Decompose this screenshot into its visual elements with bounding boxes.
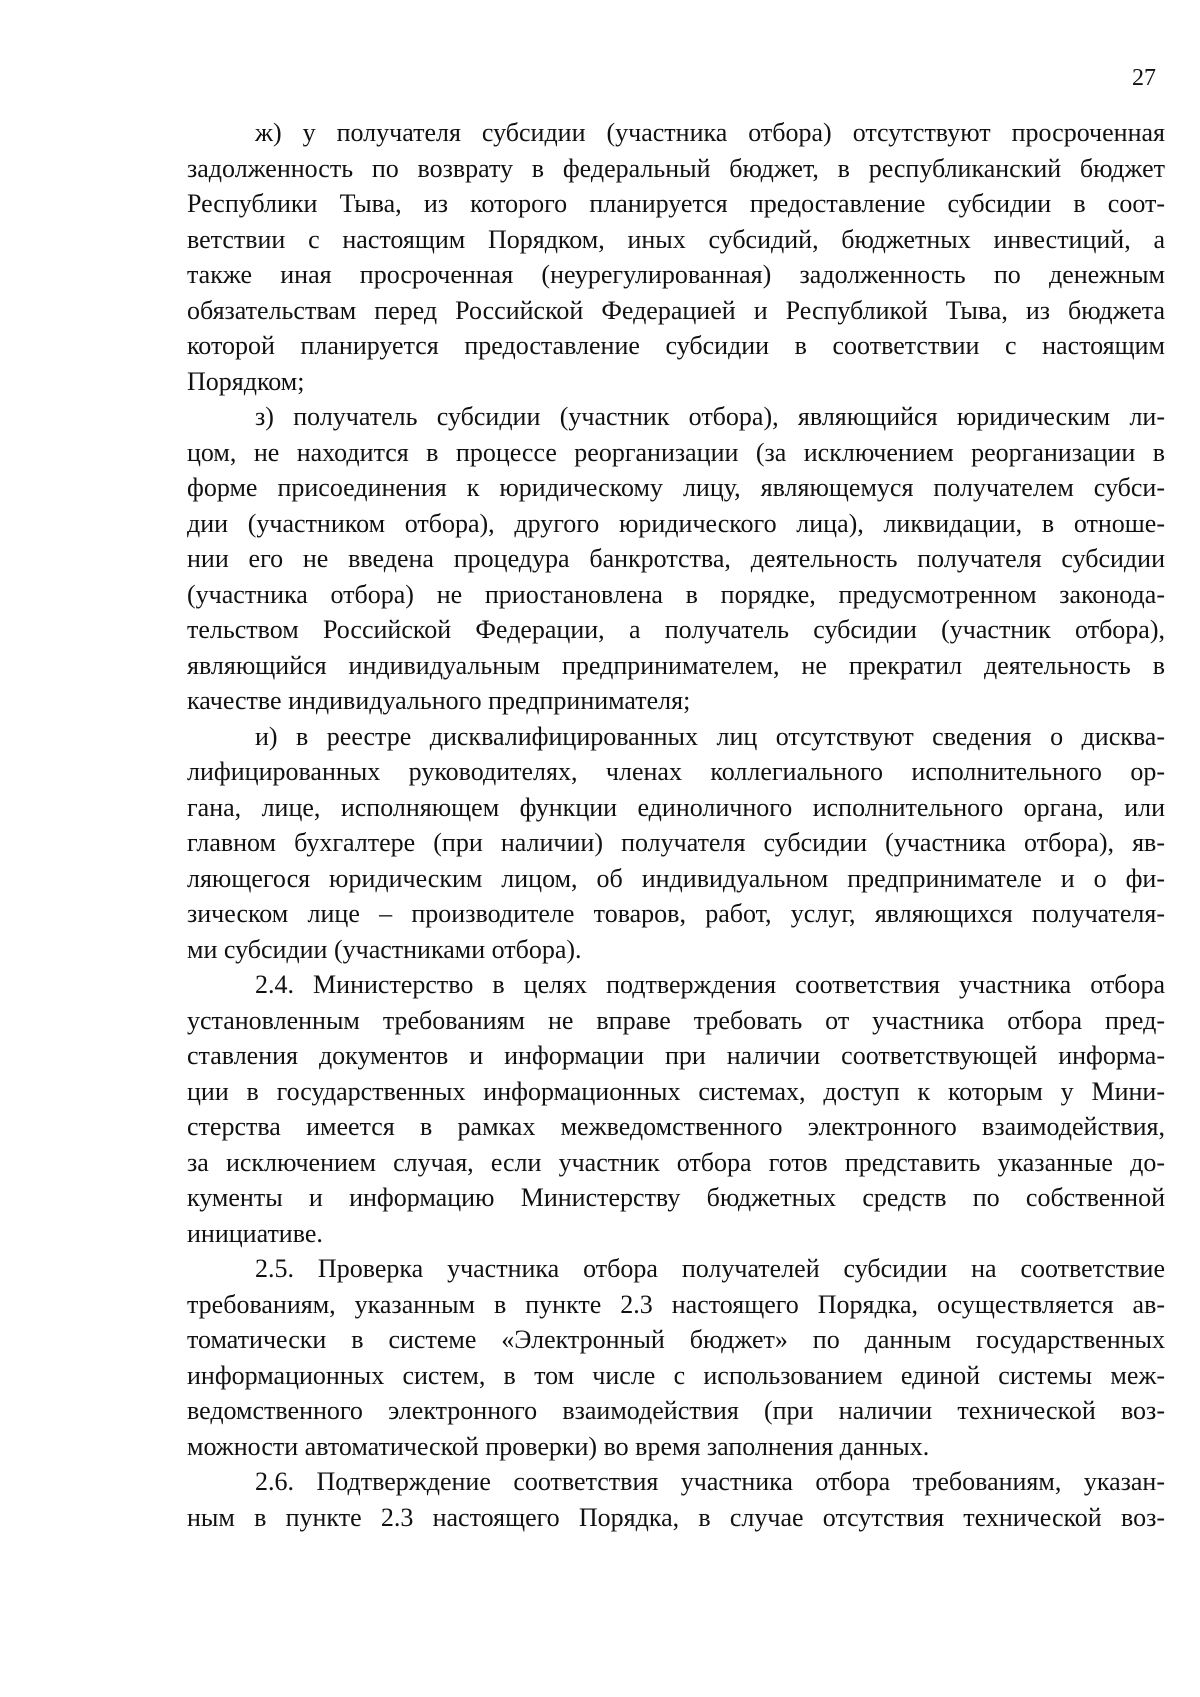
- text-line: 2.5. Проверка участника отбора получателей субсидии на соответствие: [255, 1254, 1165, 1283]
- text-line: Республики Тыва, из которого планируется предоставление субсидии в соот-: [187, 189, 1165, 218]
- text-line: гана, лице, исполняющем функции единоличного исполнительного органа, или: [187, 792, 1165, 822]
- text-line: стерства имеется в рамках межведомственного электронного взаимодействия,: [187, 1112, 1165, 1141]
- text-line: тельством Российской Федерации, а получатель субсидии (участник отбора),: [187, 615, 1165, 644]
- text-line: дии (участником отбора), другого юридического лица), ликвидации, в отноше-: [187, 508, 1165, 538]
- document-body: [187, 115, 1165, 1535]
- text-line: и) в реестре дисквалифицированных лиц отсутствуют сведения о дисква-: [255, 721, 1165, 751]
- text-line: инициативе.: [187, 1218, 323, 1248]
- text-line: ции в государственных информационных системах, доступ к которым у Мини-: [187, 1076, 1165, 1106]
- text-line: являющийся индивидуальным предпринимателем, не прекратил деятельность в: [187, 650, 1165, 680]
- text-line: цом, не находится в процессе реорганизации (за исключением реорганизации в: [187, 437, 1165, 467]
- text-line: томатически в системе «Электронный бюджет» по данным государственных: [187, 1325, 1165, 1354]
- text-line: Порядком;: [187, 366, 305, 396]
- text-line: ми субсидии (участниками отбора).: [187, 934, 582, 964]
- text-line: лифицированных руководителях, членах коллегиального исполнительного ор-: [187, 757, 1165, 786]
- text-line: ж) у получателя субсидии (участника отбора) отсутствуют просроченная: [255, 118, 1165, 147]
- text-line: установленным требованиям не вправе требовать от участника отбора пред-: [187, 1005, 1165, 1035]
- text-line: за исключением случая, если участник отбора готов представить указанные до-: [187, 1147, 1165, 1177]
- text-line: качестве индивидуального предпринимателя;: [187, 686, 691, 715]
- text-line: з) получатель субсидии (участник отбора), являющийся юридическим ли-: [255, 402, 1165, 431]
- text-line: можности автоматической проверки) во время заполнения данных.: [187, 1431, 930, 1461]
- text-line: 2.4. Министерство в целях подтверждения соответствия участника отбора: [255, 970, 1165, 999]
- text-line: форме присоединения к юридическому лицу, являющемуся получателем субси-: [187, 473, 1165, 502]
- text-line: ставления документов и информации при наличии соответствующей информа-: [187, 1041, 1165, 1070]
- text-line: 2.6. Подтверждение соответствия участника отбора требованиям, указан-: [255, 1467, 1165, 1496]
- text-line: требованиям, указанным в пункте 2.3 настоящего Порядка, осуществляется ав-: [187, 1289, 1165, 1319]
- page-number: 27: [1132, 65, 1156, 91]
- text-line: обязательствам перед Российской Федерацией и Республикой Тыва, из бюджета: [187, 295, 1165, 325]
- text-line: ляющегося юридическим лицом, об индивидуальном предпринимателе и о фи-: [187, 863, 1165, 893]
- text-line: зическом лице – производителе товаров, работ, услуг, являющихся получателя-: [187, 899, 1165, 928]
- text-line: также иная просроченная (неурегулированная) задолженность по денежным: [187, 260, 1165, 289]
- text-line: (участника отбора) не приостановлена в порядке, предусмотренном законода-: [187, 579, 1165, 609]
- text-line: задолженность по возврату в федеральный бюджет, в республиканский бюджет: [187, 153, 1165, 183]
- text-line: нии его не введена процедура банкротства, деятельность получателя субсидии: [187, 544, 1165, 573]
- text-line: ветствии с настоящим Порядком, иных субсидий, бюджетных инвестиций, а: [187, 224, 1165, 254]
- text-line: ным в пункте 2.3 настоящего Порядка, в случае отсутствия технической воз-: [187, 1502, 1165, 1532]
- text-line: информационных систем, в том числе с использованием единой системы меж-: [187, 1360, 1165, 1390]
- text-line: которой планируется предоставление субсидии в соответствии с настоящим: [187, 331, 1165, 360]
- text-line: ведомственного электронного взаимодействия (при наличии технической воз-: [187, 1396, 1165, 1425]
- text-line: кументы и информацию Министерству бюджетных средств по собственной: [187, 1183, 1165, 1212]
- text-line: главном бухгалтере (при наличии) получателя субсидии (участника отбора), яв-: [187, 828, 1165, 857]
